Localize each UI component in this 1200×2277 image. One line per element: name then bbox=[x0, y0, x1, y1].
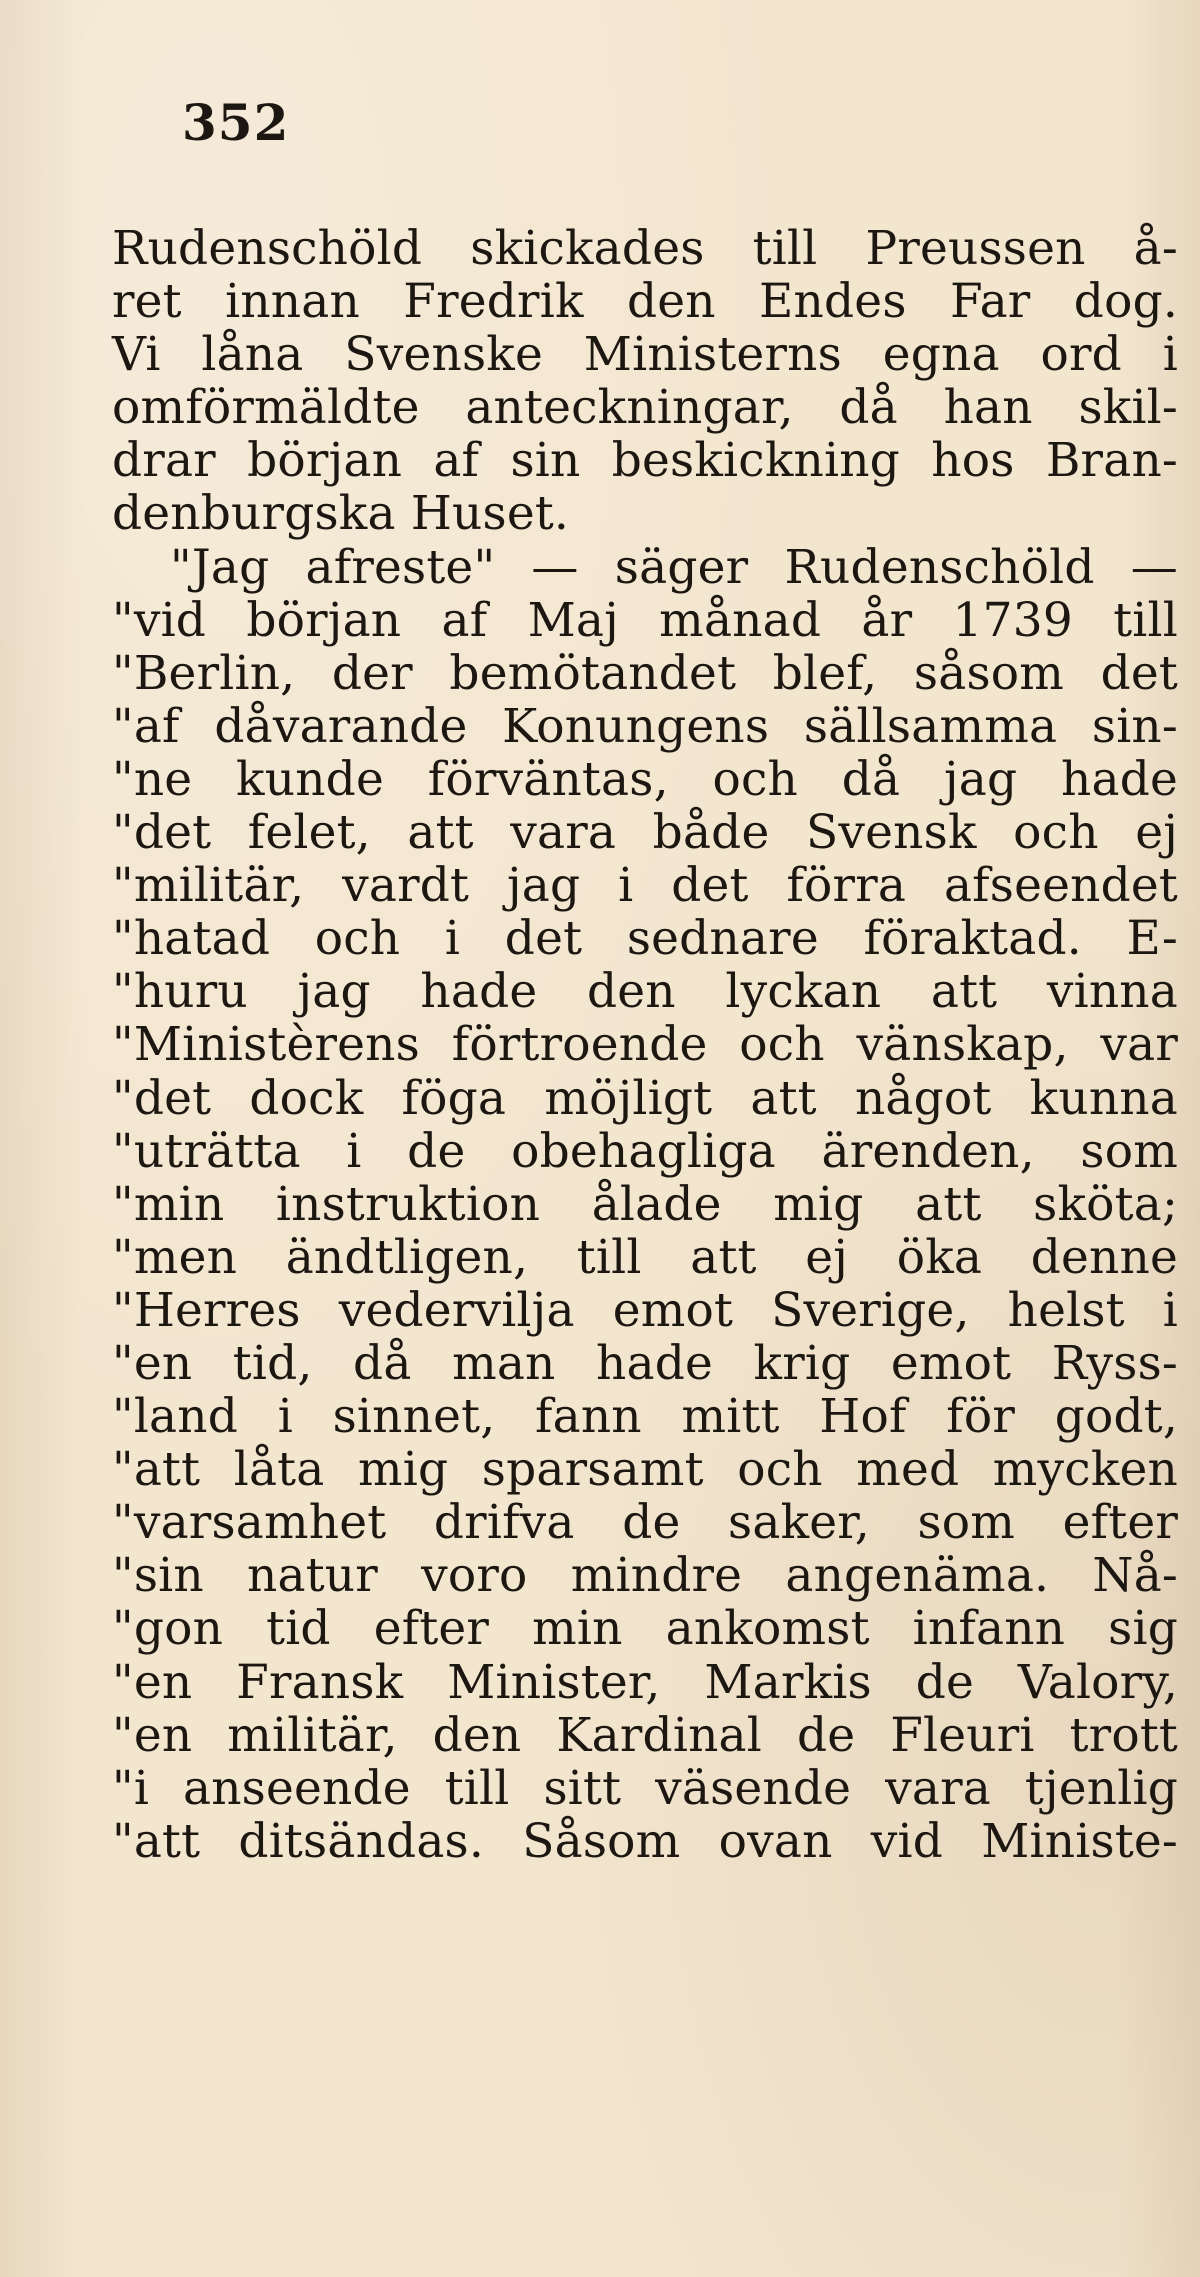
text-line: "sin natur voro mindre angenäma. Nå- bbox=[112, 1548, 1178, 1604]
text-line: "hatad och i det sednare föraktad. E- bbox=[112, 911, 1178, 967]
text-line: "i anseende till sitt väsende vara tjenlig bbox=[112, 1760, 1178, 1816]
text-line: "Jag afreste" — säger Rudenschöld — bbox=[170, 539, 1178, 595]
body-text bbox=[112, 222, 1178, 1868]
text-line: omförmäldte anteckningar, då han skil- bbox=[112, 380, 1178, 436]
text-line: denburgska Huset. bbox=[112, 486, 570, 542]
text-line: "det dock föga möjligt att något kunna bbox=[112, 1070, 1178, 1126]
text-line: "min instruktion ålade mig att sköta; bbox=[112, 1176, 1178, 1232]
text-line: "Ministèrens förtroende och vänskap, var bbox=[112, 1017, 1178, 1073]
page-number: 352 bbox=[182, 93, 290, 152]
text-line: ret innan Fredrik den Endes Far dog. bbox=[112, 274, 1178, 330]
text-line: "att låta mig sparsamt och med mycken bbox=[112, 1442, 1178, 1498]
text-line: "gon tid efter min ankomst infann sig bbox=[112, 1601, 1178, 1657]
text-line: "en militär, den Kardinal de Fleuri trott bbox=[112, 1707, 1178, 1763]
text-line: "Herres vedervilja emot Sverige, helst i bbox=[112, 1282, 1178, 1338]
text-line: "vid början af Maj månad år 1739 till bbox=[112, 592, 1178, 648]
text-line: "ne kunde förväntas, och då jag hade bbox=[112, 751, 1178, 807]
text-line: "varsamhet drifva de saker, som efter bbox=[112, 1495, 1178, 1551]
text-line: "uträtta i de obehagliga ärenden, som bbox=[112, 1123, 1178, 1179]
text-line: Rudenschöld skickades till Preussen å- bbox=[112, 221, 1178, 276]
text-line: Vi låna Svenske Ministerns egna ord i bbox=[112, 327, 1178, 383]
text-line: "militär, vardt jag i det förra afseendet bbox=[112, 858, 1178, 914]
text-line: "men ändtligen, till att ej öka denne bbox=[112, 1229, 1178, 1285]
text-line: "land i sinnet, fann mitt Hof för godt, bbox=[112, 1389, 1178, 1445]
text-line: "en Fransk Minister, Markis de Valory, bbox=[112, 1654, 1178, 1710]
text-line: "huru jag hade den lyckan att vinna bbox=[112, 964, 1178, 1020]
text-line: "Berlin, der bemötandet blef, såsom det bbox=[112, 645, 1178, 701]
text-line: "att ditsändas. Såsom ovan vid Ministe- bbox=[112, 1813, 1178, 1869]
text-line: "af dåvarande Konungens sällsamma sin- bbox=[112, 698, 1178, 754]
text-line: "en tid, då man hade krig emot Ryss- bbox=[112, 1335, 1178, 1391]
text-line: "det felet, att vara både Svensk och ej bbox=[112, 805, 1178, 861]
text-line: drar början af sin beskickning hos Bran- bbox=[112, 433, 1178, 489]
